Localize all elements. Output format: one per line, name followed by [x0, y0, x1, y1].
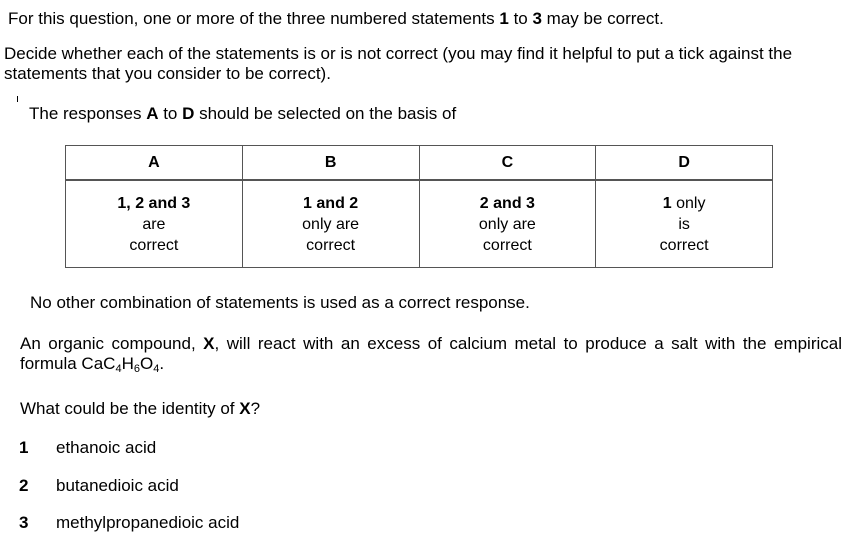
stem-text: , will react with an excess of calcium metal to produce a salt with the empirical formula	[20, 334, 842, 373]
statement-text-3: methylpropanedioic acid	[56, 513, 240, 532]
prompt-text: ?	[250, 399, 261, 418]
question-prompt	[20, 399, 260, 419]
response-key-table	[65, 145, 773, 268]
compound-label: X	[203, 334, 215, 353]
header-a: A	[66, 146, 243, 181]
instruction-text: to	[508, 9, 533, 28]
cell-text: only are	[478, 215, 536, 233]
empirical-formula: $CaC_4H_6O_4$.	[81, 354, 165, 375]
stem-text: An organic compound,	[20, 334, 204, 353]
statement-number-1: 1	[19, 438, 29, 457]
header-d: D	[596, 146, 773, 181]
cell-text: are	[142, 215, 166, 233]
cell-text: correct	[306, 236, 356, 254]
response-letter: A	[146, 104, 159, 123]
statement-text-2: butanedioic acid	[56, 476, 179, 495]
instruction-line-3	[29, 104, 456, 124]
table-header-row	[66, 146, 773, 181]
cell-statement-numbers: 1, 2 and 3	[117, 194, 191, 212]
instruction-text: may be correct.	[541, 9, 664, 28]
statement-number-3: 3	[19, 513, 29, 532]
cell-statement-numbers: 2 and 3	[479, 194, 535, 212]
cell-statement-numbers: 1 and 2	[303, 194, 359, 212]
cell-text: correct	[129, 236, 179, 254]
statement-number: 1	[499, 9, 509, 28]
instruction-line-2: Decide whether each of the statements is or is not correct (you may find it helpful to put a tick against the statements that you consider to be correct).	[4, 44, 793, 83]
cell-text: is	[678, 215, 690, 233]
statement-number-2: 2	[19, 476, 29, 495]
cell-statement-numbers: 1	[662, 194, 672, 212]
instruction-line-1	[8, 9, 664, 29]
instruction-text: should be selected on the basis of	[194, 104, 457, 123]
instruction-text: The responses	[29, 104, 147, 123]
instruction-text: to	[158, 104, 183, 123]
cell-b	[242, 180, 419, 268]
question-stem	[20, 334, 842, 374]
compound-label: X	[239, 399, 251, 418]
cell-text: only are	[302, 215, 360, 233]
no-other-combination-note: No other combination of statements is used as a correct response.	[30, 293, 530, 312]
cell-a	[66, 180, 243, 268]
cell-text: correct	[482, 236, 532, 254]
instruction-text: For this question, one or more of the three numbered statements	[8, 9, 500, 28]
tick-mark-decoration	[17, 96, 18, 102]
cell-text: correct	[659, 236, 709, 254]
response-letter: D	[182, 104, 195, 123]
statement-number: 3	[532, 9, 542, 28]
cell-d	[596, 180, 773, 268]
cell-text: only	[671, 194, 706, 212]
header-c: C	[419, 146, 596, 181]
header-b: B	[242, 146, 419, 181]
prompt-text: What could be the identity of	[20, 399, 240, 418]
statement-text-1: ethanoic acid	[56, 438, 157, 457]
cell-c	[419, 180, 596, 268]
table-body-row	[66, 180, 773, 268]
